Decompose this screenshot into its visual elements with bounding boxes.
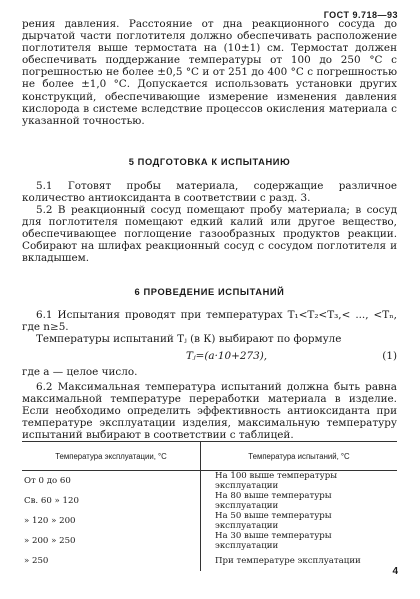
table-row	[22, 551, 397, 571]
paragraph-6-2: 6.2 Максимальная температура испытаний должна быть равна максимальной температуре переработки материала в изделие. Если необходимо определить эффективность антиоксиданта при температуре эксплуатации изделия, максимальную температуру испытаний выбирают в соответствии с таблицей.	[22, 381, 397, 442]
table-cell: Св. 60 » 120	[22, 491, 201, 511]
paragraph-5-1: 5.1 Готовят пробы материала, содержащие различное количество антиоксиданта в соответствии с разд. 3.	[22, 180, 397, 205]
formula-expression: Tⱼ=(a·10+273),	[186, 350, 268, 362]
table-cell: » 120 » 200	[22, 511, 201, 531]
table-header-testing: Температура испытаний, °С	[201, 442, 398, 471]
table-cell: На 100 выше температуры эксплуатации	[215, 471, 338, 491]
paragraph-6-1-note: где a — целое число.	[22, 366, 138, 378]
table-header-row	[22, 442, 397, 471]
table-row	[22, 471, 397, 492]
table-cell: » 200 » 250	[22, 531, 201, 551]
section-heading-5: 5 ПОДГОТОВКА К ИСПЫТАНИЮ	[128, 157, 291, 167]
table-cell: » 250	[22, 551, 201, 571]
table-cell: От 0 до 60	[22, 471, 201, 492]
table-cell: На 80 выше температуры эксплуатации	[215, 491, 332, 511]
temperature-table	[22, 441, 397, 571]
formula-number: (1)	[382, 350, 397, 362]
table-row	[22, 531, 397, 551]
table-cell: На 50 выше температуры эксплуатации	[215, 511, 332, 531]
paragraph-continued: рения давления. Расстояние от дна реакционного сосуда до дырчатой части поглотителя должно обеспечивать расположение поглотителя выше термостата на (10±1) см. Термостат должен обеспечивать поддержание температуры от 100 до 250 °С с погрешностью не более ±0,5 °С и от 251 до 400 °С с погрешностью не более ±1,0 °С. Допускается использовать установки других конструкций, обеспечивающие измерение изменения давления кислорода в системе вследствие процессов окисления материала с указанной точностью.	[22, 18, 397, 127]
table-cell: На 30 выше температуры эксплуатации	[215, 531, 332, 551]
table-row	[22, 511, 397, 531]
table-cell: При температуре эксплуатации	[215, 556, 361, 566]
page-number: 4	[392, 566, 398, 577]
standard-code: ГОСТ 9.718—93	[323, 10, 398, 20]
paragraph-5-2: 5.2 В реакционный сосуд помещают пробу материала; в сосуд для поглотителя помещают едкий калий или другое вещество, обеспечивающее поглощение газообразных продуктов реакции. Собирают на шлифах реакционный сосуд с сосудом поглотителя и вкладышем.	[22, 204, 397, 265]
table-header-operating: Температура эксплуатации, °С	[22, 442, 201, 471]
section-heading-6: 6 ПРОВЕДЕНИЕ ИСПЫТАНИЙ	[134, 287, 285, 297]
paragraph-6-1: 6.1 Испытания проводят при температурах T₁<T₂<T₃,< ..., <Tₙ, где n≥5.	[22, 309, 397, 334]
paragraph-6-1-formula-intro: Температуры испытаний Tⱼ (в К) выбирают по формуле	[36, 333, 342, 345]
table-row	[22, 491, 397, 511]
